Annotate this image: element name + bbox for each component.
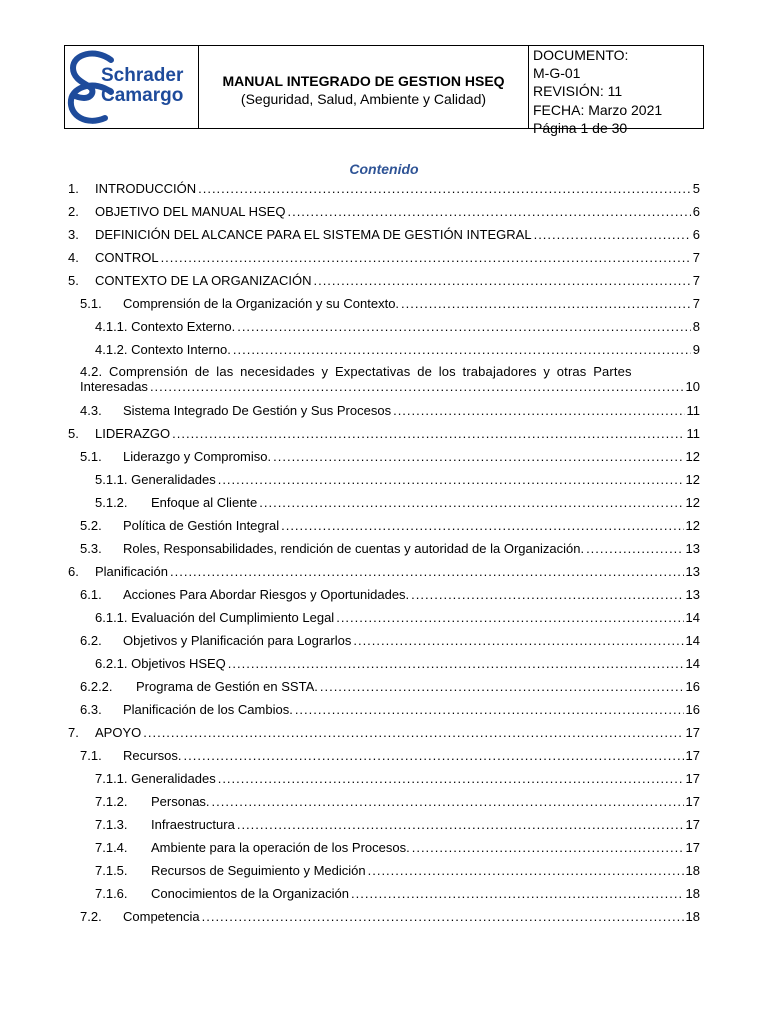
toc-entry-title: Conocimientos de la Organización: [151, 886, 349, 901]
toc-entry-title: Política de Gestión Integral: [123, 518, 280, 533]
toc-page-number: 16: [685, 679, 700, 694]
toc-page-number: 13: [685, 587, 700, 602]
toc-entry-title: Planificación: [95, 564, 168, 579]
toc-entry-title: Planificación de los Cambios.: [123, 702, 293, 717]
toc-entry[interactable]: [80, 402, 700, 420]
toc-entry[interactable]: [80, 295, 700, 313]
company-logo: [65, 46, 199, 128]
doc-line: M-G-01: [533, 65, 581, 82]
toc-entry-number: 7.: [68, 725, 79, 740]
toc-leader-dots: [313, 272, 690, 290]
toc-leader-dots: [150, 379, 684, 394]
toc-entry-title: Sistema Integrado De Gestión y Sus Procesos: [123, 403, 392, 418]
toc-entry-title: Objetivos y Planificación para Lograrlos: [123, 633, 352, 648]
toc-entry-title: Infraestructura: [151, 817, 235, 832]
toc-entry-title: OBJETIVO DEL MANUAL HSEQ: [95, 204, 286, 219]
toc-entry-number: 3.: [68, 227, 79, 242]
toc-page-number: 5: [692, 181, 700, 196]
toc-entry-title: 4.1.1. Contexto Externo.: [95, 319, 236, 334]
toc-entry-title: Recursos de Seguimiento y Medición: [151, 863, 366, 878]
toc-leader-dots: [353, 632, 683, 650]
toc-leader-dots: [534, 226, 691, 244]
toc-page-number: 14: [685, 656, 700, 671]
toc-entry-title: Acciones Para Abordar Riesgos y Oportunidades.: [123, 587, 410, 602]
toc-entry-title: Roles, Responsabilidades, rendición de cuentas y autoridad de la Organización.: [123, 541, 585, 556]
toc-entry[interactable]: [68, 272, 700, 290]
toc-entry-title: Enfoque al Cliente: [151, 495, 258, 510]
toc-entry-title: 6.2.1. Objetivos HSEQ: [95, 656, 226, 671]
toc-entry-title: Personas.: [151, 794, 210, 809]
toc-entry[interactable]: [95, 341, 700, 359]
document-header: [64, 45, 704, 136]
toc-entry[interactable]: [68, 249, 700, 267]
toc-entry[interactable]: [80, 701, 700, 719]
toc-leader-dots: [259, 494, 683, 512]
toc-entry[interactable]: [95, 318, 700, 336]
document-info: [529, 46, 703, 136]
toc-leader-dots: [393, 402, 684, 420]
toc-page-number: 17: [685, 725, 700, 740]
logo-swoosh-icon: [65, 46, 198, 130]
toc-leader-dots: [287, 203, 690, 221]
toc-entry-title: APOYO: [95, 725, 142, 740]
toc-page-number: 11: [686, 426, 700, 441]
toc-entry-title: Competencia: [123, 909, 200, 924]
toc-entry-title: Liderazgo y Compromiso.: [123, 449, 272, 464]
toc-leader-dots: [161, 249, 691, 267]
toc-page-number: 12: [685, 495, 700, 510]
toc-entry[interactable]: [80, 517, 700, 535]
doc-line: DOCUMENTO:: [533, 47, 629, 63]
toc-leader-dots: [233, 341, 691, 359]
toc-entry-number: 7.1.5.: [95, 863, 128, 878]
toc-entry-number: 4.3.: [80, 403, 102, 418]
toc-leader-dots: [212, 793, 684, 811]
toc-page-number: 12: [685, 518, 700, 533]
toc-leader-dots: [281, 517, 683, 535]
toc-entry-title: Programa de Gestión en SSTA.: [136, 679, 318, 694]
toc-page-number: 13: [685, 541, 700, 556]
toc-leader-dots: [218, 770, 684, 788]
toc-leader-dots: [218, 471, 684, 489]
toc-leader-dots: [237, 816, 684, 834]
toc-entry[interactable]: [80, 747, 700, 765]
toc-entry[interactable]: [95, 862, 700, 880]
toc-leader-dots: [401, 295, 691, 313]
toc-entry-number: 7.1.2.: [95, 794, 128, 809]
toc-page-number: 8: [692, 319, 700, 334]
toc-entry-title: 4.2. Comprensión de las necesidades y Expectativas de los trabajadores y otras Partes: [80, 364, 632, 379]
toc-entry-title: 6.1.1. Evaluación del Cumplimiento Legal: [95, 610, 335, 625]
toc-entry[interactable]: [68, 563, 700, 581]
toc-leader-dots: [411, 586, 683, 604]
toc-entry-number: 5.1.2.: [95, 495, 128, 510]
toc-entry[interactable]: [80, 586, 700, 604]
toc-page-number: 17: [685, 794, 700, 809]
toc-page-number: 7: [692, 273, 700, 288]
toc-entry-number: 4.: [68, 250, 79, 265]
toc-page-number: 10: [685, 379, 700, 394]
toc-page-number: 18: [685, 863, 700, 878]
toc-leader-dots: [198, 180, 691, 198]
toc-entry[interactable]: [80, 908, 700, 926]
doc-line: Página 1 de 30: [533, 119, 628, 136]
toc-entry-title: 5.1.1. Generalidades: [95, 472, 216, 487]
toc-leader-dots: [351, 885, 684, 903]
toc-page-number: 14: [685, 610, 700, 625]
toc-page-number: 14: [685, 633, 700, 648]
toc-entry-number: 6.2.: [80, 633, 102, 648]
toc-entry[interactable]: [95, 885, 700, 903]
toc-page-number: 17: [685, 817, 700, 832]
toc-entry-number: 5.2.: [80, 518, 102, 533]
toc-page-number: 12: [685, 472, 700, 487]
toc-entry-number: 5.3.: [80, 541, 102, 556]
toc-entry-number: 5.1.: [80, 296, 102, 311]
toc-entry[interactable]: [95, 655, 700, 673]
toc-entry[interactable]: [95, 839, 700, 857]
toc-entry-number: 6.2.2.: [80, 679, 113, 694]
toc-entry-number: 7.1.3.: [95, 817, 128, 832]
toc-entry-number: 6.3.: [80, 702, 102, 717]
toc-page-number: 18: [685, 886, 700, 901]
toc-entry-number: 5.: [68, 426, 79, 441]
toc-entry-title: 4.1.2. Contexto Interno.: [95, 342, 231, 357]
toc-leader-dots: [184, 747, 684, 765]
toc-entry-number: 6.1.: [80, 587, 102, 602]
doc-line: REVISIÓN: 11: [533, 83, 623, 100]
toc-entry-number: 1.: [68, 181, 79, 196]
toc-leader-dots: [320, 678, 684, 696]
header-title-cell: [199, 46, 529, 128]
svg-text:Schrader: Schrader: [101, 65, 184, 86]
toc-entry-title: Comprensión de la Organización y su Contexto.: [123, 296, 400, 311]
toc-leader-dots: [172, 425, 684, 443]
toc-leader-dots: [202, 908, 684, 926]
toc-leader-dots: [143, 724, 683, 742]
toc-entry-number: 7.1.: [80, 748, 102, 763]
toc-entry[interactable]: [95, 609, 700, 627]
toc-entry[interactable]: [80, 540, 700, 558]
toc-entry[interactable]: [80, 448, 700, 466]
document-subtitle: (Seguridad, Salud, Ambiente y Calidad): [240, 91, 487, 107]
toc-entry[interactable]: [80, 364, 700, 394]
svg-text:Camargo: Camargo: [101, 85, 184, 106]
toc-entry-title: CONTROL: [95, 250, 159, 265]
toc-entry[interactable]: [68, 724, 700, 742]
toc-page-number: 17: [685, 771, 700, 786]
toc-page-number: 13: [685, 564, 700, 579]
toc-entry-title: CONTEXTO DE LA ORGANIZACIÓN: [95, 273, 312, 288]
toc-leader-dots: [170, 563, 684, 581]
toc-entry-title: DEFINICIÓN DEL ALCANCE PARA EL SISTEMA DE GESTIÓN INTEGRAL: [95, 227, 532, 242]
toc-entry-title-continued: Interesadas: [80, 379, 148, 394]
toc-leader-dots: [586, 540, 683, 558]
toc-entry[interactable]: [80, 632, 700, 650]
toc-entry-number: 5.1.: [80, 449, 102, 464]
toc-entry[interactable]: [80, 678, 700, 696]
toc-leader-dots: [273, 448, 683, 466]
toc-entry-number: 2.: [68, 204, 79, 219]
contents-heading: Contenido: [349, 161, 419, 177]
toc-leader-dots: [368, 862, 684, 880]
toc-entry[interactable]: [95, 793, 700, 811]
toc-entry[interactable]: [68, 203, 700, 221]
toc-entry[interactable]: [95, 816, 700, 834]
toc-entry[interactable]: [95, 494, 700, 512]
toc-entry[interactable]: [95, 471, 700, 489]
toc-entry-number: 7.1.4.: [95, 840, 128, 855]
toc-entry[interactable]: [68, 180, 700, 198]
toc-page-number: 18: [685, 909, 700, 924]
toc-page-number: 6: [692, 227, 700, 242]
toc-entry-number: 5.: [68, 273, 79, 288]
toc-page-number: 17: [685, 748, 700, 763]
toc-entry-title: INTRODUCCIÓN: [95, 181, 197, 196]
toc-entry-number: 6.: [68, 564, 79, 579]
toc-page-number: 17: [685, 840, 700, 855]
toc-leader-dots: [295, 701, 684, 719]
toc-leader-dots: [336, 609, 683, 627]
toc-entry-title: Recursos.: [123, 748, 182, 763]
toc-entry[interactable]: [95, 770, 700, 788]
doc-line: FECHA: Marzo 2021: [533, 101, 663, 118]
toc-entry-title: LIDERAZGO: [95, 426, 171, 441]
toc-entry-title: Ambiente para la operación de los Procesos.: [151, 840, 410, 855]
document-title: MANUAL INTEGRADO DE GESTION HSEQ: [222, 73, 505, 89]
toc-leader-dots: [237, 318, 691, 336]
toc-page-number: 6: [692, 204, 700, 219]
toc-page-number: 16: [685, 702, 700, 717]
toc-page-number: 7: [692, 296, 700, 311]
toc-page-number: 12: [685, 449, 700, 464]
toc-page-number: 9: [692, 342, 700, 357]
toc-entry[interactable]: [68, 425, 700, 443]
toc-entry[interactable]: [68, 226, 700, 244]
toc-entry-number: 7.2.: [80, 909, 102, 924]
toc-entry-number: 7.1.6.: [95, 886, 128, 901]
toc-entry-title: 7.1.1. Generalidades: [95, 771, 216, 786]
toc-page-number: 7: [692, 250, 700, 265]
toc-leader-dots: [412, 839, 684, 857]
toc-leader-dots: [228, 655, 684, 673]
toc-page-number: 11: [686, 403, 700, 418]
